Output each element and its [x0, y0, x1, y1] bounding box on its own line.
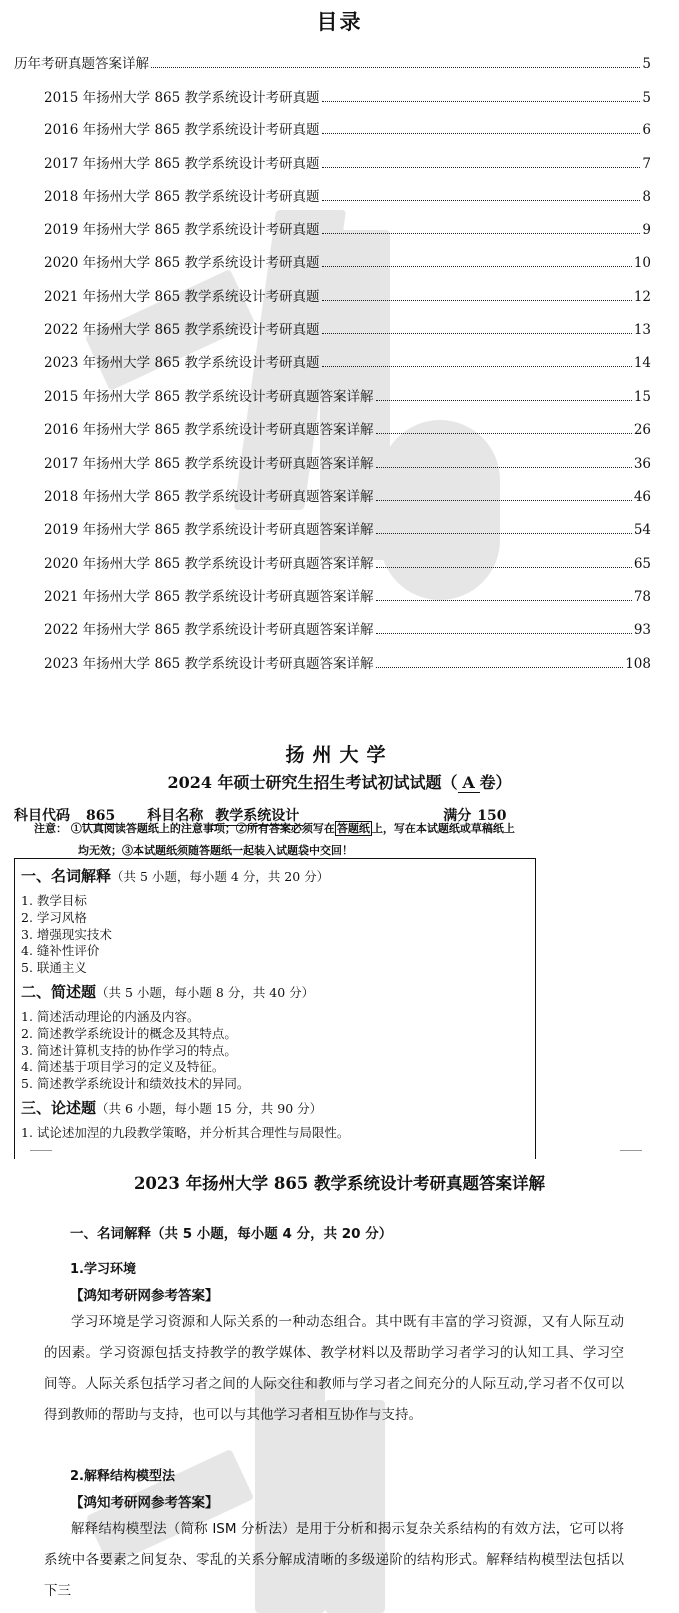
toc-entry-label: 历年考研真题答案详解: [14, 56, 149, 72]
toc-title: 目录: [316, 9, 363, 34]
toc-leader-dots: [376, 433, 632, 434]
q1-heading: 1.学习环境: [70, 1262, 136, 1277]
toc-entry-page: 6: [642, 122, 651, 138]
toc-entry-page: 5: [642, 90, 651, 106]
exam-note-line2: 均无效；③本试题纸须随答题纸一起装入试题袋中交回！: [78, 844, 353, 857]
toc-entry-page: 12: [633, 289, 651, 305]
toc-entry-label: 2018 年扬州大学 865 教学系统设计考研真题答案详解: [44, 489, 374, 505]
toc-entry-label: 2017 年扬州大学 865 教学系统设计考研真题答案详解: [44, 456, 374, 472]
toc-entry[interactable]: [44, 418, 651, 438]
exam-section-heading: 三、论述题（共 6 小题，每小题 15 分，共 90 分）: [21, 1099, 323, 1117]
q2-heading: 2.解释结构模型法: [70, 1469, 175, 1484]
toc-leader-dots: [376, 667, 624, 668]
toc-entry-label: 2015 年扬州大学 865 教学系统设计考研真题答案详解: [44, 389, 374, 405]
toc-entry-label: 2023 年扬州大学 865 教学系统设计考研真题: [44, 355, 320, 371]
exam-question: 2. 简述教学系统设计的概念及其特点。: [21, 1025, 237, 1041]
toc-entry-page: 8: [642, 189, 651, 205]
toc-entry-label: 2020 年扬州大学 865 教学系统设计考研真题: [44, 255, 320, 271]
table-of-contents: [0, 0, 679, 700]
toc-entry-label: 2020 年扬州大学 865 教学系统设计考研真题答案详解: [44, 556, 374, 572]
toc-leader-dots: [376, 467, 632, 468]
toc-entry[interactable]: [44, 318, 651, 338]
toc-leader-dots: [322, 200, 641, 201]
exam-title: 2024 年硕士研究生招生考试初试试题（ A 卷）: [167, 773, 512, 792]
toc-entry[interactable]: [44, 618, 651, 638]
toc-entry-label: 2016 年扬州大学 865 教学系统设计考研真题: [44, 122, 320, 138]
toc-entry-page: 78: [633, 589, 651, 605]
name-label: 科目名称: [147, 808, 204, 824]
toc-entry[interactable]: [44, 585, 651, 605]
toc-entry[interactable]: [44, 251, 651, 271]
toc-leader-dots: [322, 167, 641, 168]
toc-leader-dots: [376, 400, 632, 401]
toc-entry-label: 2023 年扬州大学 865 教学系统设计考研真题答案详解: [44, 656, 374, 672]
toc-entry[interactable]: [44, 218, 651, 238]
toc-leader-dots: [322, 333, 632, 334]
toc-entry-page: 54: [633, 522, 651, 538]
toc-entry-label: 2019 年扬州大学 865 教学系统设计考研真题: [44, 222, 320, 238]
exam-section-heading: 一、名词解释（共 5 小题，每小题 4 分，共 20 分）: [21, 867, 330, 885]
toc-leader-dots: [376, 633, 632, 634]
toc-entry[interactable]: [44, 452, 651, 472]
answer-page: [0, 1150, 679, 1613]
exam-question: 2. 学习风格: [21, 909, 87, 925]
university-name: 扬州大学: [285, 744, 394, 766]
toc-entry-page: 13: [633, 322, 651, 338]
toc-entry-label: 2018 年扬州大学 865 教学系统设计考研真题: [44, 189, 320, 205]
toc-leader-dots: [322, 101, 641, 102]
exam-question: 1. 简述活动理论的内涵及内容。: [21, 1009, 200, 1024]
exam-note: 注意： ①认真阅读答题纸上的注意事项；②所有答案必须写在 答题纸 上，写在本试题纸或草稿纸上: [34, 822, 515, 835]
subject-code: 865: [82, 808, 119, 825]
toc-entry[interactable]: [44, 118, 651, 138]
toc-leader-dots: [151, 67, 640, 68]
toc-entry[interactable]: [44, 351, 651, 371]
toc-entry-label: 2016 年扬州大学 865 教学系统设计考研真题答案详解: [44, 422, 374, 438]
toc-leader-dots: [322, 266, 632, 267]
exam-question: 5. 简述教学系统设计和绩效技术的异同。: [21, 1076, 250, 1092]
score-label: 满分: [443, 808, 472, 824]
toc-entry-page: 7: [642, 156, 651, 172]
toc-leader-dots: [376, 533, 632, 534]
full-score: 150: [477, 808, 507, 824]
toc-entry-label: 2022 年扬州大学 865 教学系统设计考研真题: [44, 322, 320, 338]
toc-entry[interactable]: [44, 485, 651, 505]
exam-question: 4. 缝补性评价: [21, 943, 100, 959]
toc-entry-top[interactable]: [14, 52, 651, 72]
exam-question: 3. 简述计算机支持的协作学习的特点。: [21, 1042, 237, 1058]
q2-reference-label: 【鸿知考研网参考答案】: [70, 1495, 219, 1511]
exam-paper: [0, 700, 679, 1190]
subject-name: 教学系统设计: [211, 805, 303, 826]
toc-entry[interactable]: [44, 552, 651, 572]
toc-entry-page: 108: [625, 656, 651, 672]
page-mark-left: [30, 1150, 52, 1151]
toc-entry-page: 14: [633, 355, 651, 371]
toc-entry[interactable]: [44, 285, 651, 305]
toc-entry[interactable]: [44, 185, 651, 205]
exam-question: 1. 试论述加涅的九段教学策略，并分析其合理性与局限性。: [21, 1125, 350, 1140]
toc-entry[interactable]: [44, 385, 651, 405]
q1-answer-text: 学习环境是学习资源和人际关系的一种动态组合。其中既有丰富的学习资源，又有人际互动的因素。学习资源包括支持教学的教学媒体、教学材料以及帮助学习者学习的认知工具、学习空间等。人际关系包括学习者之间的人际交往和教师与学习者之间充分的人际互动,学习者不仅可以得到教师的帮助与支持，也可以与其他学习者相互协作与支持。: [44, 1314, 624, 1423]
exam-question: 4. 简述基于项目学习的定义及特征。: [21, 1059, 225, 1075]
toc-entry-page: 93: [633, 622, 651, 638]
answer-sheet-term: 答题纸: [336, 822, 370, 835]
toc-entry-page: 15: [633, 389, 651, 405]
toc-entry-page: 9: [642, 222, 651, 238]
toc-entry-page: 5: [642, 56, 651, 72]
toc-entry[interactable]: [44, 518, 651, 538]
q2-answer-text: 解释结构模型法（简称 ISM 分析法）是用于分析和揭示复杂关系结构的有效方法，它可以将系统中各要素之间复杂、零乱的关系分解成清晰的多级递阶的结构形式。解释结构模型法包括以下三: [44, 1521, 624, 1599]
toc-entry[interactable]: [44, 152, 651, 172]
toc-leader-dots: [376, 500, 632, 501]
page-mark-right: [620, 1150, 642, 1151]
exam-volume: A: [458, 773, 480, 793]
toc-entry-label: 2021 年扬州大学 865 教学系统设计考研真题: [44, 289, 320, 305]
toc-entry-label: 2015 年扬州大学 865 教学系统设计考研真题: [44, 90, 320, 106]
code-label: 科目代码: [14, 808, 70, 824]
q1-reference-label: 【鸿知考研网参考答案】: [70, 1288, 219, 1304]
answer-section-heading: 一、名词解释（共 5 小题，每小题 4 分，共 20 分）: [70, 1226, 393, 1242]
toc-entry-page: 36: [633, 456, 651, 472]
toc-leader-dots: [322, 366, 632, 367]
toc-entry-label: 2021 年扬州大学 865 教学系统设计考研真题答案详解: [44, 589, 374, 605]
answer-title: 2023 年扬州大学 865 教学系统设计考研真题答案详解: [133, 1174, 546, 1193]
toc-entry-label: 2022 年扬州大学 865 教学系统设计考研真题答案详解: [44, 622, 374, 638]
toc-leader-dots: [322, 233, 641, 234]
toc-leader-dots: [322, 133, 641, 134]
toc-entry[interactable]: [44, 652, 651, 672]
exam-question: 3. 增强现实技术: [21, 926, 112, 942]
exam-section-heading: 二、简述题（共 5 小题，每小题 8 分，共 40 分）: [21, 983, 315, 1001]
toc-entry-page: 65: [633, 556, 651, 572]
toc-entry-page: 10: [633, 255, 651, 271]
toc-entry-page: 26: [633, 422, 651, 438]
toc-leader-dots: [322, 300, 632, 301]
toc-entry[interactable]: [44, 86, 651, 106]
toc-leader-dots: [376, 600, 632, 601]
exam-question: 1. 教学目标: [21, 893, 87, 908]
exam-question: 5. 联通主义: [21, 960, 87, 976]
toc-entry-label: 2019 年扬州大学 865 教学系统设计考研真题答案详解: [44, 522, 374, 538]
toc-leader-dots: [376, 567, 632, 568]
toc-entry-label: 2017 年扬州大学 865 教学系统设计考研真题: [44, 156, 320, 172]
toc-entry-page: 46: [633, 489, 651, 505]
question-box: [14, 858, 536, 1159]
